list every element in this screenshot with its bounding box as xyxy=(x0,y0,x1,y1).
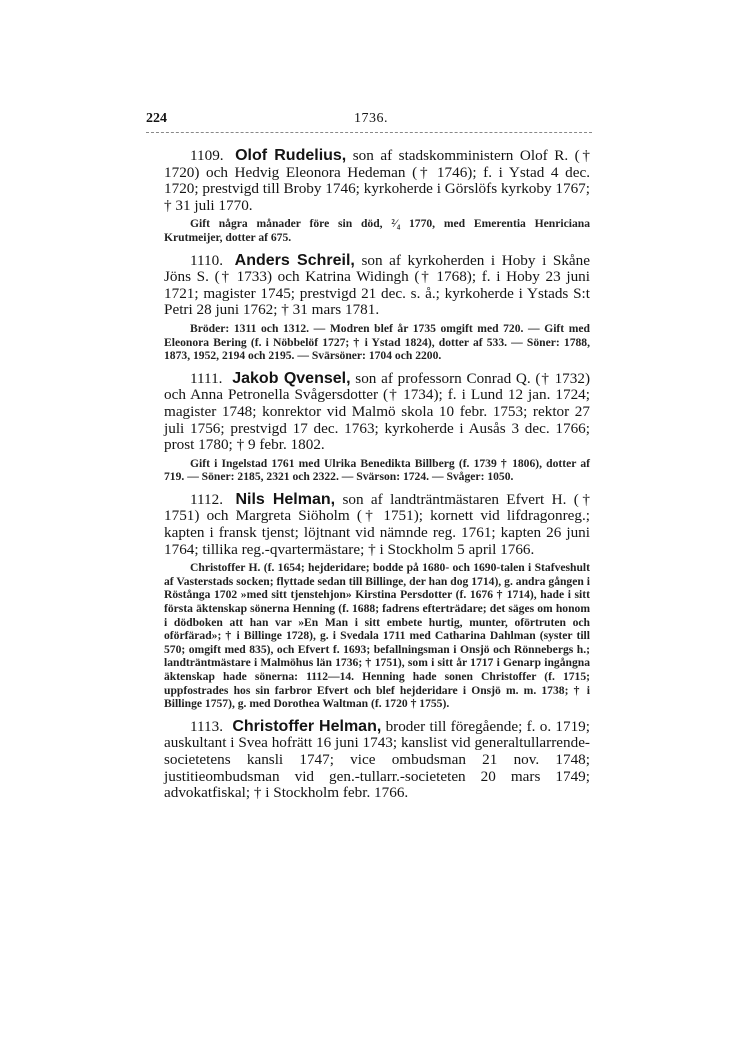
entry-body xyxy=(164,492,590,558)
entry-text: broder till föregående; f. o. 1719; auskultant i Svea hofrätt 16 juni 1743; kanslist vid generaltullarrende-societetens kansli 1747; vice ombudsman 21 nov. 1748; justitieombudsman vid gen.-tullarr.-societeten 20 mars 1749; advokatfiskal; † i Stockholm febr. 1766. xyxy=(164,717,590,802)
entry-text: son af professorn Conrad Q. († 1732) och Anna Petronella Svågersdotter († 1734); f. i Lund 12 jan. 1724; magister 1748; konrektor vid Malmö skola 10 febr. 1753; rektor 27 juli 1756; prestvigd 17 dec. 1763; kyrkoherde i Ausås 3 dec. 1766; prost 1780; † 9 febr. 1802. xyxy=(164,369,591,454)
entry-1110 xyxy=(164,253,590,363)
entry-name: Nils Helman, xyxy=(235,490,336,508)
entry-number: 1110. xyxy=(190,251,224,269)
entry-number: 1113. xyxy=(190,717,224,735)
entry-1113 xyxy=(164,719,590,802)
entry-note: Gift i Ingelstad 1761 med Ulrika Benedikta Billberg (f. 1739 † 1806), dotter af 719. — Söner: 2185, 2321 och 2322. — Svärson: 1724. — Svåger: 1050. xyxy=(164,456,590,484)
entry-name: Jakob Qvensel, xyxy=(232,369,351,387)
entry-text: son af stadskomministern Olof R. († 1720) och Hedvig Eleonora Hedeman († 1746); f. i Ystad 4 dec. 1720; prestvigd till Broby 1746; kyrkoherde i Görslöfs kyrkoby 1767; † 31 juli 1770. xyxy=(164,147,591,214)
entry-1109 xyxy=(164,148,590,245)
page-header xyxy=(146,111,592,131)
page-number: 224 xyxy=(146,111,167,126)
entry-body xyxy=(164,719,590,802)
entry-note: Bröder: 1311 och 1312. — Modren blef år 1735 omgift med 720. — Gift med Eleonora Bering (f. i Nöbbelöf 1727; † i Ystad 1824), dotter af 533. — Söner: 1788, 1873, 1952, 2194 och 2195. — Svärsöner: 1704 och 2200. xyxy=(164,321,590,363)
entry-body xyxy=(164,371,590,454)
entry-1112 xyxy=(164,492,590,711)
entry-1111 xyxy=(164,371,590,484)
entry-body xyxy=(164,253,590,319)
header-rule xyxy=(146,132,592,133)
entry-name: Olof Rudelius, xyxy=(235,147,347,164)
entry-number: 1112. xyxy=(190,490,224,508)
entry-note: Christoffer H. (f. 1654; hejderidare; bodde på 1680- och 1690-talen i Stafveshult af Vasterstads socken; flyttade sedan till Billinge, der han dog 1714), g. andra gången i Röstånga 1702 »med sitt tjenstehjon» Kirstina Persdotter (f. 1676 † 1714), hade i sitt första äktenskap sönerna Henning (f. 1688; fadrens efterträdare; det säges om honom i dödboken att han var »En Man i sitt embete hurtig, munter, oförtruten och oförfärad»; † i Billinge 1728), g. i Svedala 1711 med Catharina Dahlman (syster till 570; omgift med 835), och Efvert f. 1693; befallningsman i Onsjö och Rönnebergs h.; landträntmästare i Malmöhus län 1736; † 1751), som i sitt år 1717 i Genarp ingångna äktenskap hade sönerna: 1112—14. Henning hade sonen Christoffer (f. 1715; uppfostrades hos sin farbror Efvert och blef hejderidare i Onsjö m. m. 1738; † i Billinge 1757), g. med Dorothea Waltman (f. 1720 † 1755). xyxy=(164,561,590,711)
entries-column xyxy=(164,148,590,810)
entry-number: 1109. xyxy=(190,147,224,164)
entry-text: son af kyrkoherden i Hoby i Skåne Jöns S. († 1733) och Katrina Widingh († 1768); f. i Hoby 23 juni 1721; magister 1745; prestvigd 21 dec. s. å.; kyrkoherde i Ystads S:t Petri 28 juni 1762; † 31 mars 1781. xyxy=(164,251,591,319)
running-head-year: 1736. xyxy=(354,111,388,126)
entry-note: Gift några månader före sin död, ²⁄₄ 1770, med Emerentia Henriciana Krutmeijer, dotter af 675. xyxy=(164,217,590,244)
entry-text: son af landträntmästaren Efvert H. († 1751) och Margreta Siöholm († 1751); kornett vid lifdragonreg.; kapten i fransk tjenst; löjtnant vid nämnde reg. 1761; kapten 26 juni 1764; tillika reg.-qvartermästare; † i Stockholm 5 april 1766. xyxy=(164,490,591,558)
entry-body xyxy=(164,148,590,214)
entry-name: Anders Schreil, xyxy=(234,251,355,269)
entry-name: Christoffer Helman, xyxy=(232,717,382,735)
entry-number: 1111. xyxy=(190,369,223,387)
